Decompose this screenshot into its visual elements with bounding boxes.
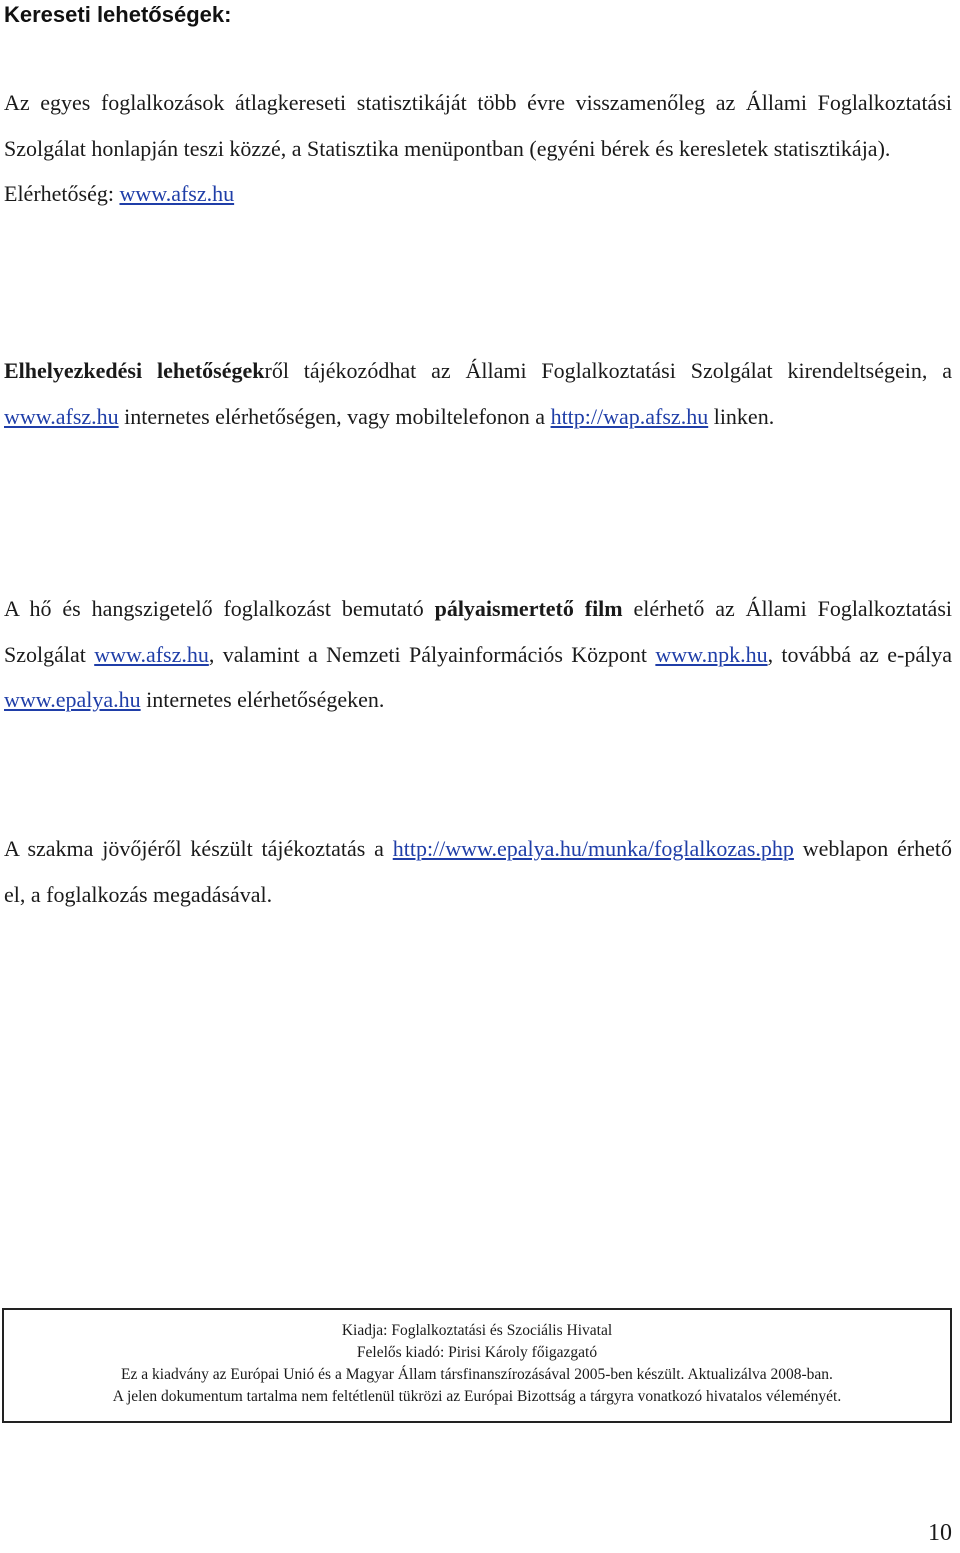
afsz-link-2[interactable]: www.afsz.hu <box>4 403 119 429</box>
p4-text2: weblapon érhető el, a foglalkozás megadásával. <box>4 836 953 907</box>
footer-line-responsible: Felelős kiadó: Pirisi Károly főigazgató <box>356 1344 598 1361</box>
section-heading: Kereseti lehetőségek: <box>4 2 232 27</box>
p3-text2: elérhető az Állami Foglalkoztatási Szolgálat <box>4 596 953 667</box>
epalya-link[interactable]: www.epalya.hu <box>4 687 141 712</box>
p2-text2: internetes elérhetőségen, vagy mobiltelefonon a <box>118 403 551 429</box>
footer-line-publisher: Kiadja: Foglalkoztatási és Szociális Hivatal <box>341 1322 613 1339</box>
contact-label: Elérhetőség: <box>4 181 120 206</box>
p3-bold: pályaismertető film <box>434 596 623 621</box>
footer-line-disclaimer: A jelen dokumentum tartalma nem feltétlenül tükrözi az Európai Bizottság a tárgyra vonatkozó hivatalos véleményét. <box>112 1388 842 1405</box>
page-number: 10 <box>928 1520 952 1546</box>
paragraph-job-opportunities <box>4 348 952 439</box>
paragraph-wage-statistics <box>4 80 952 217</box>
p4-text1: A szakma jövőjéről készült tájékoztatás a <box>4 836 393 861</box>
p3-text3: , valamint a Nemzeti Pályainformációs Központ <box>208 641 656 667</box>
p3-text5: internetes elérhetőségeken. <box>140 687 385 712</box>
footer-line-cofinance: Ez a kiadvány az Európai Unió és a Magyar Állam társfinanszírozásával 2005-ben készült. Aktualizálva 2008-ban. <box>121 1366 833 1383</box>
p3-text4: , továbbá az e-pálya <box>767 641 953 667</box>
epalya-munka-link[interactable]: http://www.epalya.hu/munka/foglalkozas.php <box>392 836 794 861</box>
afsz-link-3[interactable]: www.afsz.hu <box>94 641 209 667</box>
paragraph-future-info <box>4 826 952 917</box>
wap-afsz-link[interactable]: http://wap.afsz.hu <box>550 403 709 429</box>
npk-link[interactable]: www.npk.hu <box>655 641 768 667</box>
paragraph-career-film <box>4 586 952 723</box>
p2-bold: Elhelyezkedési lehetőségek <box>4 358 265 383</box>
p2-text3: linken. <box>708 403 775 429</box>
p3-text1: A hő és hangszigetelő foglalkozást bemutató <box>4 596 435 621</box>
p1-text: Az egyes foglalkozások átlagkereseti statisztikáját több évre visszamenőleg az Állami Foglalkoztatási Szolgálat honlapján teszi közzé, a Statisztika menüpontban (egyéni bérek és keresletek statisztikája). <box>4 90 952 161</box>
p2-text1: ről tájékozódhat az Állami Foglalkoztatási Szolgálat kirendeltségein, a <box>264 358 952 383</box>
afsz-link[interactable]: www.afsz.hu <box>119 181 235 206</box>
publisher-footer <box>2 1308 952 1423</box>
